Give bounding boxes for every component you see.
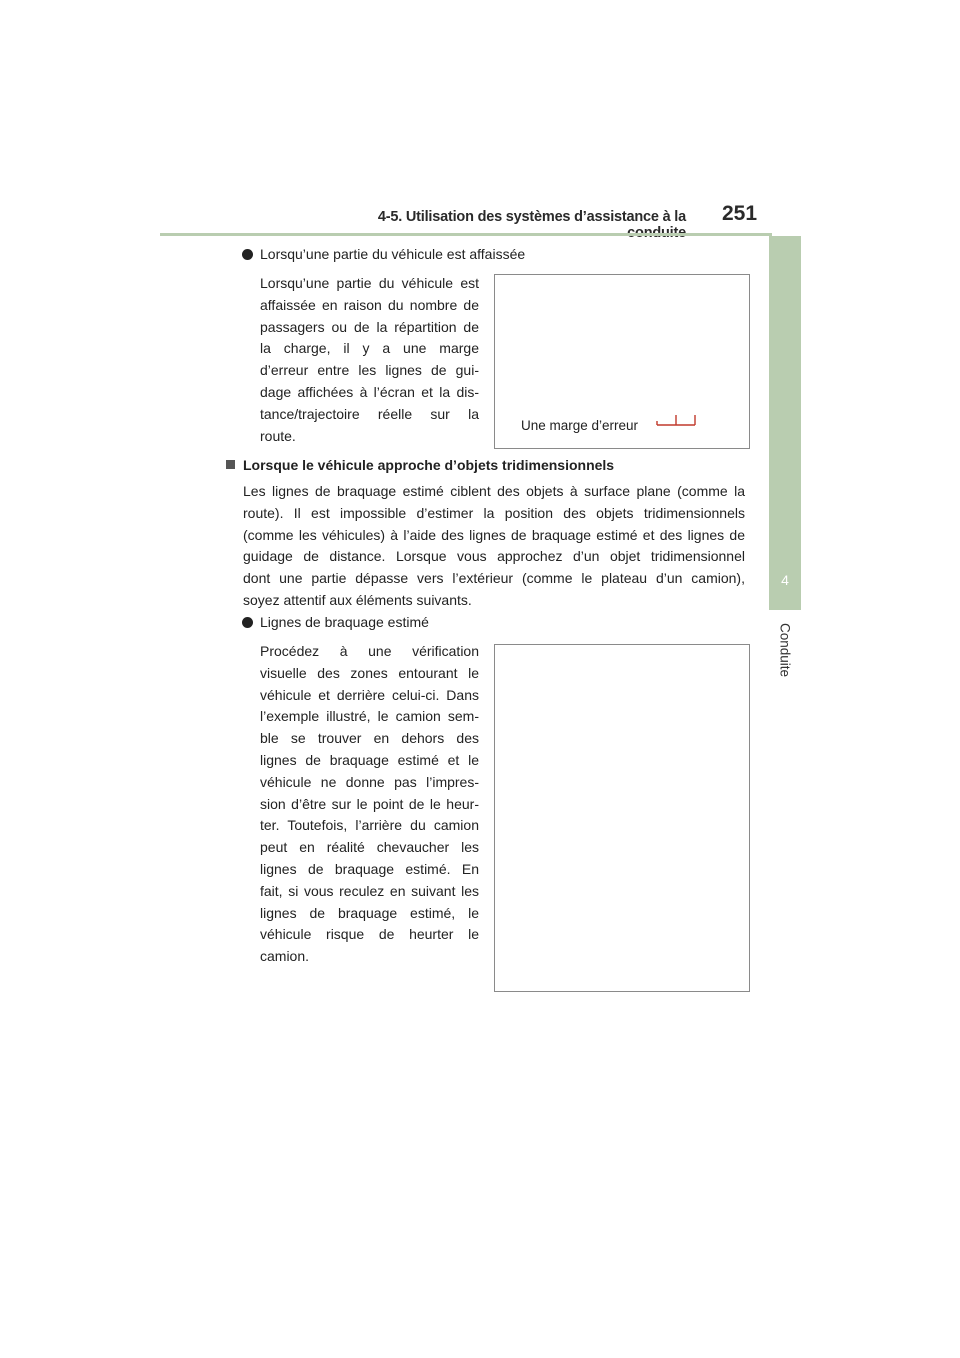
paragraph-line: véhicule risque de heurter le xyxy=(260,926,479,943)
bullet-dot-icon xyxy=(242,617,253,628)
paragraph-line: l’exemple illustré, le camion sem- xyxy=(260,708,479,725)
illustration-sagging-frame xyxy=(494,274,750,449)
steering-lines-paragraph xyxy=(260,641,479,968)
paragraph-line: guidage de distance. Lorsque vous approchez d’un objet tridimensionnel xyxy=(243,548,745,565)
paragraph-line: tance/trajectoire réelle sur la xyxy=(260,405,479,422)
paragraph-line: Procédez à une vérification xyxy=(260,643,479,659)
paragraph-line: lignes de braquage estimé, le xyxy=(260,904,479,921)
paragraph-line: d’erreur entre les lignes de gui- xyxy=(260,362,479,379)
bullet-heading-text: Lorsqu’une partie du véhicule est affaissée xyxy=(260,246,526,262)
figure-caption-error-margin: Une marge d’erreur xyxy=(521,418,639,433)
paragraph-line: visuelle des zones entourant le xyxy=(260,664,479,681)
paragraph-line: affaissée en raison du nombre de xyxy=(260,296,479,313)
paragraph-line: sion d’être sur le point de le heur- xyxy=(260,795,479,812)
chapter-label xyxy=(764,620,806,680)
square-bullet-icon xyxy=(226,460,235,469)
paragraph-line: dont une partie dépasse vers l’extérieur (comme le plateau d’un camion), xyxy=(243,570,745,587)
chapter-number: 4 xyxy=(781,572,789,588)
paragraph-line: lignes de braquage estimé et le xyxy=(260,751,479,768)
paragraph-line: ter. Toutefois, l’arrière du camion xyxy=(260,817,479,834)
bullet-heading-text: Lignes de braquage estimé xyxy=(260,614,429,630)
paragraph-line: fait, si vous reculez en suivant les xyxy=(260,882,479,899)
paragraph-line: (comme les véhicules) à l’aide des lignes de braquage estimé et des lignes de xyxy=(243,526,745,543)
running-header-title: 4-5. Utilisation des systèmes d’assistance à la xyxy=(377,209,686,225)
error-margin-bracket-icon xyxy=(655,411,699,429)
header-divider xyxy=(160,233,772,236)
paragraph-line: passagers ou de la répartition de xyxy=(260,318,479,335)
paragraph-line: camion. xyxy=(260,948,310,965)
paragraph-line: véhicule ne donne pas l’impres- xyxy=(260,773,479,790)
paragraph-line: véhicule et derrière celui-ci. Dans xyxy=(260,686,479,703)
bullet-dot-icon xyxy=(242,249,253,260)
sagging-paragraph xyxy=(260,273,479,447)
paragraph-line: ble se trouver en dehors des xyxy=(260,730,479,747)
paragraph-line: route. xyxy=(260,427,296,444)
paragraph-line: dage affichées à l’écran et la dis- xyxy=(260,383,479,400)
paragraph-line: la charge, il y a une marge xyxy=(260,340,479,357)
paragraph-line: Lorsqu’une partie du véhicule est xyxy=(260,275,479,291)
paragraph-line: soyez attentif aux éléments suivants. xyxy=(243,591,472,608)
paragraph-line: lignes de braquage estimé. En xyxy=(260,860,479,877)
3d-objects-intro xyxy=(243,481,745,612)
bullet-heading-steering-lines xyxy=(242,614,429,630)
chapter-label-text: Conduite xyxy=(777,622,793,678)
bullet-heading-sagging xyxy=(242,246,525,262)
paragraph-line: route). Il est impossible d’estimer la position des objets tridimensionnels xyxy=(243,504,745,521)
sub-heading-text: Lorsque le véhicule approche d’objets tridimensionnels xyxy=(243,457,615,473)
chapter-tab xyxy=(769,236,801,610)
page-number: 251 xyxy=(722,202,758,225)
paragraph-line: Les lignes de braquage estimé ciblent des objets à surface plane (comme la xyxy=(243,483,745,499)
paragraph-line: peut en réalité chevaucher les xyxy=(260,839,479,856)
illustration-truck-frame xyxy=(494,644,750,992)
sub-heading-3d-objects xyxy=(226,457,614,473)
